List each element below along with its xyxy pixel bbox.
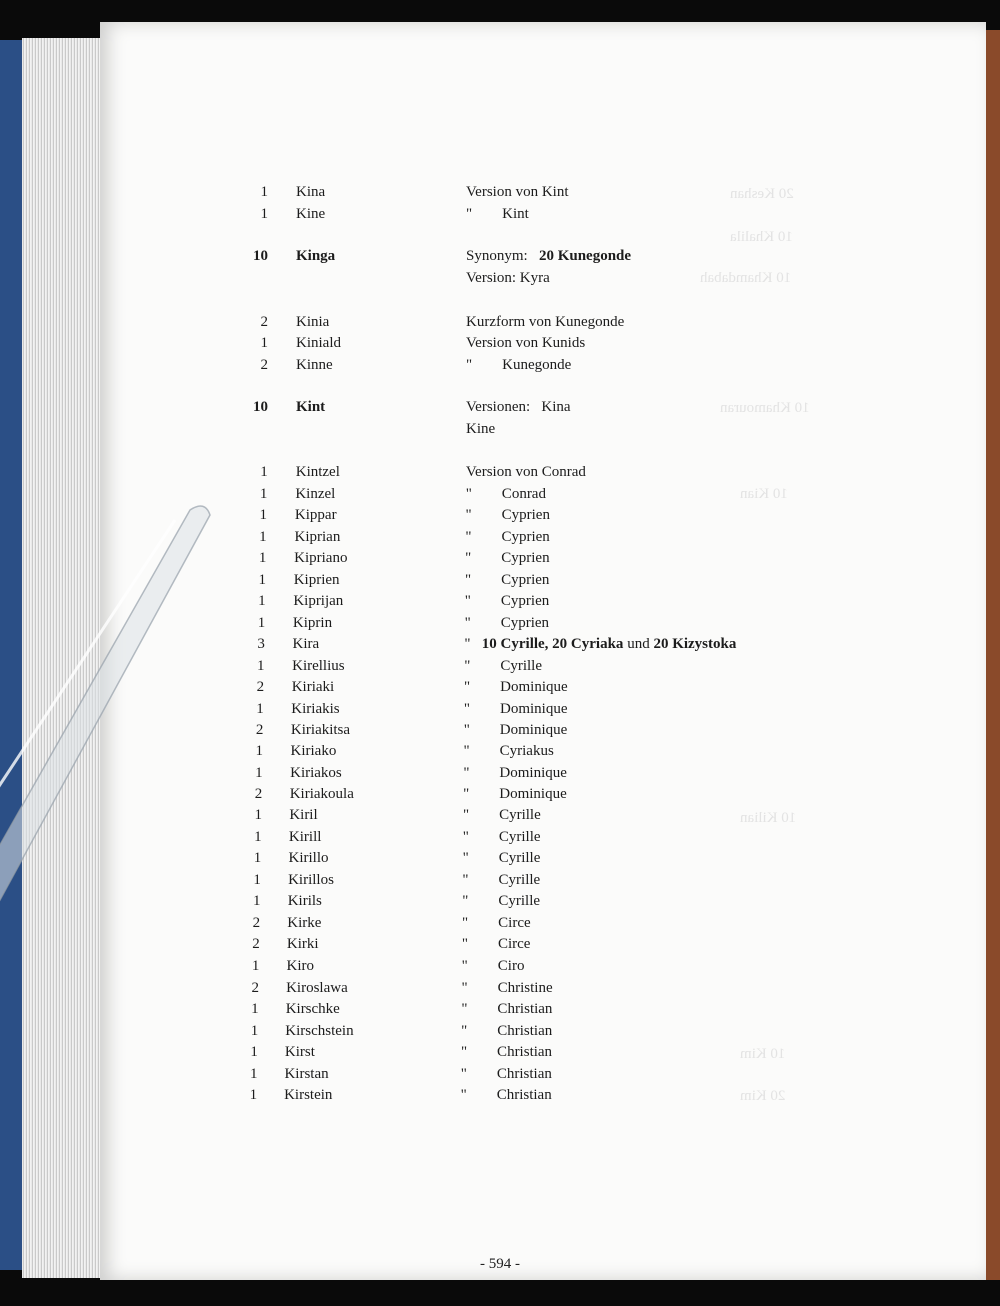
entry-description xyxy=(464,720,568,740)
entry-name: Kiroslawa xyxy=(286,980,348,996)
list-item xyxy=(0,999,1000,1021)
entry-description-text: Kurzform von Kunegonde xyxy=(466,314,625,330)
entry-description xyxy=(462,956,525,976)
entry-description xyxy=(464,656,542,676)
entry-description xyxy=(466,246,631,266)
list-item xyxy=(0,1021,1000,1043)
entry-name: Kippar xyxy=(294,507,337,523)
list-item xyxy=(0,956,1000,978)
entry-description-text: Kine xyxy=(466,421,496,437)
entry-description xyxy=(461,1064,552,1084)
entry-count: 2 xyxy=(256,679,265,695)
entry-name: Kint xyxy=(296,399,326,415)
show-through-text: 10 Khamouran xyxy=(720,400,810,416)
entry-name: Kinzel xyxy=(295,486,336,502)
entry-description-text: Versionen: Kina xyxy=(466,399,571,415)
entry-count: 1 xyxy=(258,593,266,609)
show-through-text: 10 Kim xyxy=(740,1046,786,1062)
entry-description-text: " Cyprien xyxy=(464,593,550,609)
list-item xyxy=(0,741,1000,763)
entry-name: Kiriaki xyxy=(291,679,335,695)
entry-count: 1 xyxy=(253,850,262,866)
entry-description xyxy=(466,268,550,288)
list-item xyxy=(0,505,1000,527)
entry-description-text: Version von Kint xyxy=(466,184,569,200)
entry-count: 2 xyxy=(252,915,261,931)
list-item xyxy=(0,1042,1000,1064)
list-item xyxy=(0,656,1000,678)
entry-name: Kirstan xyxy=(284,1066,329,1082)
entry-description xyxy=(463,827,541,847)
entry-name: Kina xyxy=(296,184,326,200)
entry-description xyxy=(465,613,549,633)
entry-description-text: " Cyrille xyxy=(462,807,541,823)
entry-description-bold: 20 Kunegonde xyxy=(538,248,632,264)
entry-count: 1 xyxy=(260,464,268,480)
entry-count: 2 xyxy=(255,722,264,738)
list-item xyxy=(0,570,1000,592)
entry-name: Kiriakoula xyxy=(289,786,354,802)
entry-description xyxy=(466,182,569,202)
entry-description xyxy=(465,591,549,611)
entry-name: Kirillos xyxy=(288,872,334,888)
entry-description-text: Version von Kunids xyxy=(466,335,586,351)
entry-count: 1 xyxy=(253,872,261,888)
entry-description xyxy=(466,312,624,332)
list-item xyxy=(0,268,1000,290)
entry-name: Kirschstein xyxy=(285,1023,354,1039)
entry-name: Kiniald xyxy=(296,335,341,351)
entry-name: Kiprian xyxy=(294,529,341,545)
entry-name: Kiro xyxy=(286,958,314,974)
entry-name: Kirstein xyxy=(284,1087,333,1103)
list-item xyxy=(0,312,1000,334)
entry-description-text: Version von Conrad xyxy=(465,464,586,480)
entry-description-text: " Cyrille xyxy=(462,893,541,909)
entry-description-bold: 10 Cyrille, 20 Cyriaka xyxy=(481,636,624,652)
entry-count: 1 xyxy=(257,615,266,631)
entry-count: 1 xyxy=(252,893,261,909)
entry-description xyxy=(466,419,495,439)
entry-count: 1 xyxy=(254,829,262,845)
entry-count: 1 xyxy=(251,1001,259,1017)
entry-count: 1 xyxy=(259,486,268,502)
entry-count: 1 xyxy=(260,335,268,351)
list-item xyxy=(0,182,1000,204)
entry-count: 1 xyxy=(254,807,262,823)
entry-name: Kirke xyxy=(287,915,322,931)
entry-name: Kirschke xyxy=(285,1001,340,1017)
list-item xyxy=(0,784,1000,806)
entry-description xyxy=(461,999,552,1019)
list-item xyxy=(0,484,1000,506)
entry-count: 1 xyxy=(251,958,260,974)
entry-description xyxy=(463,784,567,804)
entry-count: 1 xyxy=(255,765,263,781)
entry-description xyxy=(464,677,568,697)
entry-count: 1 xyxy=(250,1066,258,1082)
entry-count: 1 xyxy=(256,658,265,674)
list-item xyxy=(0,355,1000,377)
list-item xyxy=(0,333,1000,355)
entry-description-bold: 20 Kizystoka xyxy=(653,636,737,652)
entry-description-text: " Christine xyxy=(461,980,553,996)
entry-count: 1 xyxy=(260,184,268,200)
list-item xyxy=(0,1064,1000,1086)
entry-description-text: Version: Kyra xyxy=(466,270,550,286)
entry-description xyxy=(464,699,568,719)
entry-name: Kinia xyxy=(296,314,330,330)
entry-description-text: " Conrad xyxy=(465,486,546,502)
list-item xyxy=(0,204,1000,226)
entry-description-text: " Christian xyxy=(461,1001,553,1017)
entry-description xyxy=(462,891,540,911)
entry-description xyxy=(465,548,549,568)
list-item xyxy=(0,397,1000,419)
entry-description-text: " Cyrille xyxy=(462,872,541,888)
entry-description-text: " Dominique xyxy=(464,679,568,695)
entry-name: Kintzel xyxy=(295,464,340,480)
entry-description-text: " Cyrille xyxy=(462,829,541,845)
entry-count: 1 xyxy=(259,507,268,523)
entry-description-text: " Cyprien xyxy=(464,572,550,588)
entry-description xyxy=(461,978,552,998)
show-through-text: 10 Khalila xyxy=(730,229,793,245)
entry-count: 10 xyxy=(253,248,268,264)
entry-count: 3 xyxy=(257,636,265,652)
list-item xyxy=(0,1085,1000,1107)
entry-description-text: " xyxy=(464,636,482,652)
entry-description-text: " Dominique xyxy=(463,765,567,781)
show-through-text: 20 Keshan xyxy=(730,186,794,202)
entry-description xyxy=(463,805,541,825)
entry-count: 2 xyxy=(254,786,263,802)
list-item xyxy=(0,805,1000,827)
entry-description xyxy=(461,1042,552,1062)
entry-name: Kirki xyxy=(286,936,319,952)
list-item xyxy=(0,934,1000,956)
show-through-text: 10 Kian xyxy=(740,486,788,502)
entry-count: 1 xyxy=(255,743,264,759)
entry-count: 1 xyxy=(259,529,267,545)
entry-description xyxy=(464,741,554,761)
entry-name: Kirillo xyxy=(288,850,329,866)
entry-description xyxy=(464,634,736,654)
entry-description xyxy=(462,913,531,933)
entry-description-text: " Christian xyxy=(460,1044,553,1060)
entry-count: 2 xyxy=(260,314,268,330)
entry-description-text: " Ciro xyxy=(461,958,525,974)
entry-description xyxy=(466,204,529,224)
entry-description-text: " Circe xyxy=(461,936,531,952)
entry-description xyxy=(466,484,546,504)
entry-description xyxy=(462,934,531,954)
list-item xyxy=(0,419,1000,441)
entry-name: Kiriakis xyxy=(291,701,340,717)
list-item xyxy=(0,548,1000,570)
list-item xyxy=(0,891,1000,913)
entry-name: Kiprijan xyxy=(293,593,344,609)
entry-name: Kiriakitsa xyxy=(290,722,351,738)
entry-description-tail: und xyxy=(623,636,654,652)
show-through-text: 20 Kim xyxy=(740,1088,786,1104)
entry-description-text: " Dominique xyxy=(463,786,567,802)
entry-count: 1 xyxy=(258,572,266,588)
entry-name: Kirst xyxy=(284,1044,315,1060)
list-item xyxy=(0,870,1000,892)
list-item xyxy=(0,827,1000,849)
entry-description-text: " Cyrille xyxy=(464,658,543,674)
list-item xyxy=(0,720,1000,742)
entry-name: Kiriako xyxy=(290,743,337,759)
entry-count: 1 xyxy=(249,1087,258,1103)
entry-description xyxy=(461,1085,552,1105)
page-number: - 594 - xyxy=(480,1256,520,1272)
entry-count: 10 xyxy=(253,399,268,415)
entry-description-text: " Cyrille xyxy=(462,850,541,866)
entry-count: 1 xyxy=(258,550,267,566)
list-item xyxy=(0,591,1000,613)
entry-description-text: " Kint xyxy=(466,206,529,222)
entry-name: Kira xyxy=(292,636,320,652)
entry-name: Kiril xyxy=(289,807,318,823)
entry-name: Kirellius xyxy=(292,658,345,674)
show-through-text: 10 Kilian xyxy=(740,810,797,826)
entry-count: 1 xyxy=(256,701,264,717)
entry-name: Kiprien xyxy=(293,572,340,588)
list-item xyxy=(0,978,1000,1000)
entry-description xyxy=(461,1021,552,1041)
entry-description-text: " Kunegonde xyxy=(466,357,572,373)
entry-description-text: " Circe xyxy=(462,915,531,931)
entry-description xyxy=(466,462,586,482)
entry-name: Kirill xyxy=(288,829,322,845)
entry-description-text: " Dominique xyxy=(463,722,568,738)
entry-name: Kirils xyxy=(287,893,322,909)
entry-count: 2 xyxy=(260,357,268,373)
entry-count: 1 xyxy=(260,206,268,222)
entry-count: 2 xyxy=(252,936,260,952)
entry-count: 1 xyxy=(250,1044,258,1060)
entry-count: 1 xyxy=(250,1023,259,1039)
entry-description xyxy=(466,397,571,417)
entry-description xyxy=(466,355,571,375)
entry-description-text: " Christian xyxy=(461,1023,553,1039)
list-item xyxy=(0,763,1000,785)
list-item xyxy=(0,848,1000,870)
list-item xyxy=(0,246,1000,268)
entry-description-text: " Cyriakus xyxy=(463,743,554,759)
entry-name: Kiprin xyxy=(292,615,333,631)
entry-description-text: " Cyprien xyxy=(464,615,550,631)
entry-count: 2 xyxy=(251,980,259,996)
entry-description-text: " Cyprien xyxy=(465,507,550,523)
list-item xyxy=(0,527,1000,549)
entry-description xyxy=(465,570,549,590)
list-item xyxy=(0,699,1000,721)
entry-description xyxy=(463,848,541,868)
entry-description xyxy=(466,505,550,525)
entry-name: Kine xyxy=(296,206,326,222)
entry-name: Kipriano xyxy=(294,550,348,566)
entry-description-text: Synonym: xyxy=(466,248,539,264)
list-item xyxy=(0,462,1000,484)
entry-description-text: " Cyprien xyxy=(465,550,550,566)
entry-description xyxy=(462,870,540,890)
show-through-text: 10 Khamdabah xyxy=(700,270,792,286)
entry-name: Kinne xyxy=(296,357,333,373)
entry-description xyxy=(463,763,567,783)
entry-description-text: " Dominique xyxy=(463,701,568,717)
entry-name: Kiriakos xyxy=(290,765,342,781)
entry-description xyxy=(466,333,585,353)
entry-description-text: " Christian xyxy=(460,1066,552,1082)
list-item xyxy=(0,634,1000,656)
entry-description xyxy=(465,527,549,547)
entry-description-text: " Cyprien xyxy=(465,529,550,545)
list-item xyxy=(0,613,1000,635)
entry-name: Kinga xyxy=(296,248,336,264)
entry-description-text: " Christian xyxy=(460,1087,552,1103)
list-item xyxy=(0,677,1000,699)
list-item xyxy=(0,913,1000,935)
